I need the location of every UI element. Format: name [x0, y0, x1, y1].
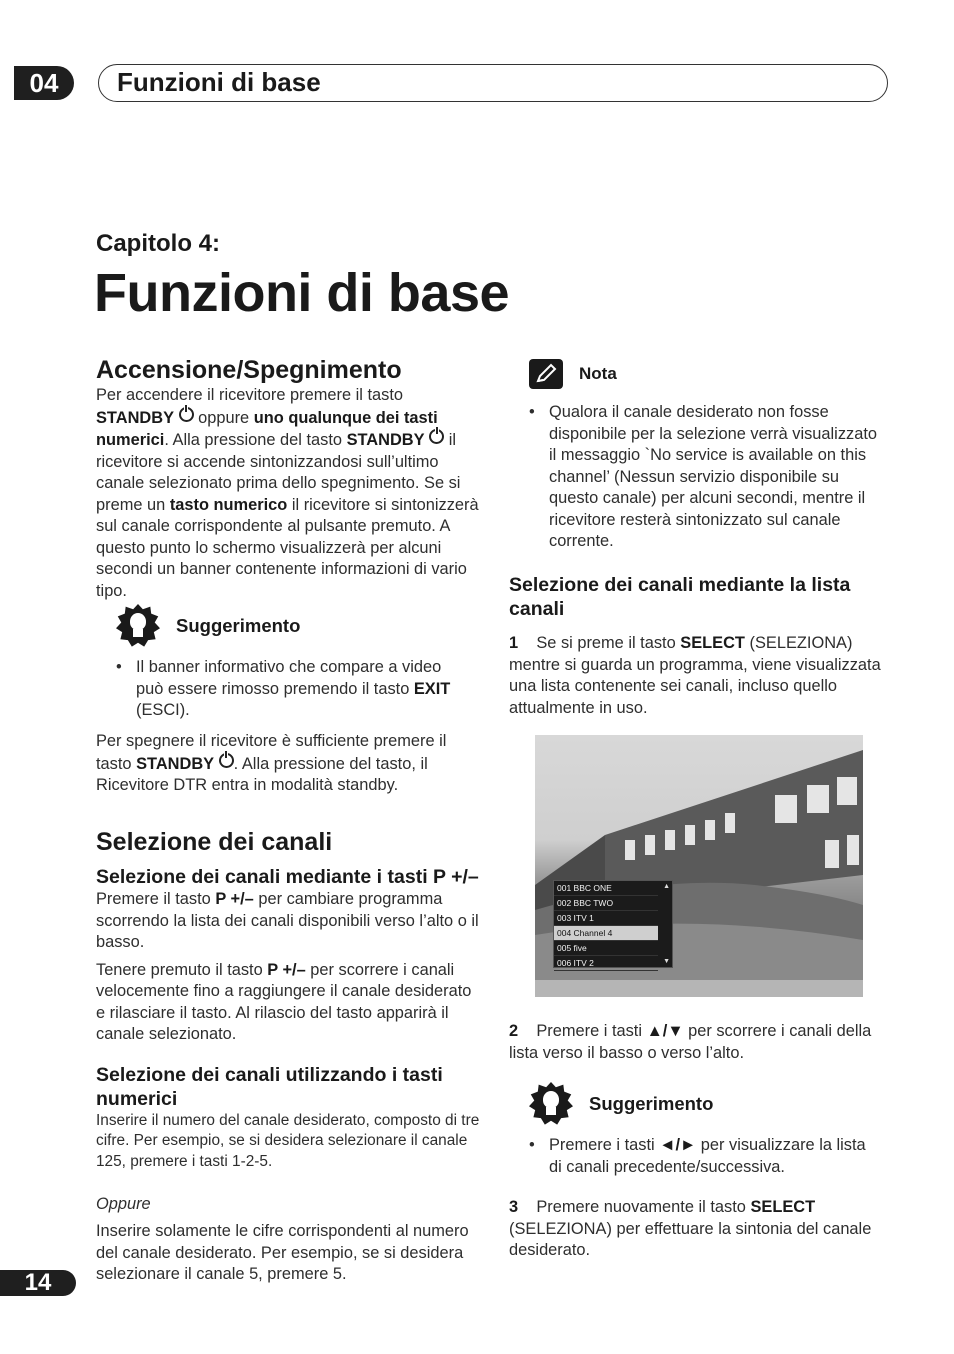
note-bullet: • Qualora il canale desiderato non fosse disponibile per la selezione verrà visualizzato il messaggio `No service is available on this channel’ (Nessun servizio disponibile su questo canale) per alcuni secondi, mentre il ricevitore resterà sintonizzato sul canale corrente. [529, 402, 881, 553]
paragraph: Tenere premuto il tasto P +/– per scorrere i canali velocemente fino a raggiungere il canale desiderato e rilasciare il tasto. Al rilascio del tasto apparirà il canale selezionato. [96, 960, 472, 1043]
subheading-list: Selezione dei canali mediante la lista canali [509, 574, 851, 620]
oppure: Oppure [96, 1195, 151, 1213]
tip-label: Suggerimento [589, 1093, 714, 1114]
page-title: Funzioni di base [94, 263, 510, 323]
tip-label: Suggerimento [176, 615, 301, 636]
power-off-paragraph: Per spegnere il ricevitore è sufficiente premere il tasto STANDBY . Alla pressione del tasto, il Ricevitore DTR entra in modalità standby. [96, 732, 447, 794]
step-1: 1 Se si preme il tasto SELECT (SELEZIONA) mentre si guarda un programma, viene visualizzata una lista contenente sei canali, incluso quello attualmente in uso. [509, 634, 881, 717]
tip-callout [116, 604, 300, 648]
lightbulb-icon [116, 604, 160, 648]
section-heading-power: Accensione/Spegnimento [96, 356, 402, 384]
channel-list-item: 002 BBC TWO [554, 896, 658, 911]
note-callout [529, 359, 617, 389]
note-label: Nota [579, 364, 617, 383]
channel-list-item: 003 ITV 1 [554, 911, 658, 926]
chapter-label: Capitolo 4: [96, 230, 220, 257]
scroll-arrow-icon: ▼ [663, 958, 670, 965]
paragraph: Premere il tasto P +/– per cambiare programma scorrendo la lista dei canali disponibili verso l’alto o il basso. [96, 890, 479, 951]
channel-list-overlay [553, 880, 673, 968]
channel-list-item: 005 five [554, 941, 658, 956]
power-icon [179, 407, 194, 422]
tip-bullet: • Premere i tasti ◄/► per visualizzare la lista di canali precedente/successiva. [529, 1135, 881, 1178]
paragraph: Inserire il numero del canale desiderato, composto di tre cifre. Per esempio, se si desidera selezionare il canale 125, premere i tasti 1-2-5. [96, 1111, 480, 1170]
chapter-title: Funzioni di base [117, 67, 321, 97]
step-2: 2 Premere i tasti ▲/▼ per scorrere i canali della lista verso il basso o verso l’alto. [509, 1022, 872, 1062]
channel-list-item: 001 BBC ONE [554, 881, 658, 896]
channel-list-item-selected: 004 Channel 4 [554, 926, 658, 941]
pencil-icon [529, 359, 563, 389]
lightbulb-icon [529, 1082, 573, 1126]
page-number: 14 [0, 1270, 76, 1296]
tip-callout [529, 1082, 713, 1126]
power-icon [219, 753, 234, 768]
subheading-numeric-keys: Selezione dei canali utilizzando i tasti numerici [96, 1063, 443, 1110]
chapter-number-badge: 04 [14, 66, 74, 100]
power-icon [429, 429, 444, 444]
chapter-title-bar [98, 64, 888, 102]
subheading-p-keys: Selezione dei canali mediante i tasti P +/– [96, 866, 479, 888]
section-list [509, 573, 881, 719]
section-power [96, 356, 480, 602]
step-3: 3 Premere nuovamente il tasto SELECT (SELEZIONA) per effettuare la sintonia del canale desiderato. [509, 1198, 872, 1259]
power-on-paragraph: Per accendere il ricevitore premere il tasto STANDBY oppure uno qualunque dei tasti numerici. Alla pressione del tasto STANDBY il ricevitore si accende sintonizzandosi sull’ultimo canale selezionato prima dello spegnimento. Se si preme un tasto numerico il ricevitore si sintonizzerà sul canale corrispondente al pulsante premuto. A questo punto lo schermo visualizzerà per alcuni secondi un banner contenente informazioni di vario tipo. [96, 386, 479, 600]
tip-bullet: • Il banner informativo che compare a video può essere rimosso premendo il tasto EXIT (ESCI). [116, 657, 466, 722]
paragraph: Inserire solamente le cifre corrispondenti al numero del canale desiderato. Per esempio, se si desidera selezionare il canale 5, premere 5. [96, 1222, 469, 1283]
scroll-arrow-icon: ▲ [663, 883, 670, 890]
section-channels [96, 828, 480, 1178]
section-heading-channels: Selezione dei canali [96, 828, 333, 856]
channel-list-item: 006 ITV 2 [554, 956, 658, 971]
